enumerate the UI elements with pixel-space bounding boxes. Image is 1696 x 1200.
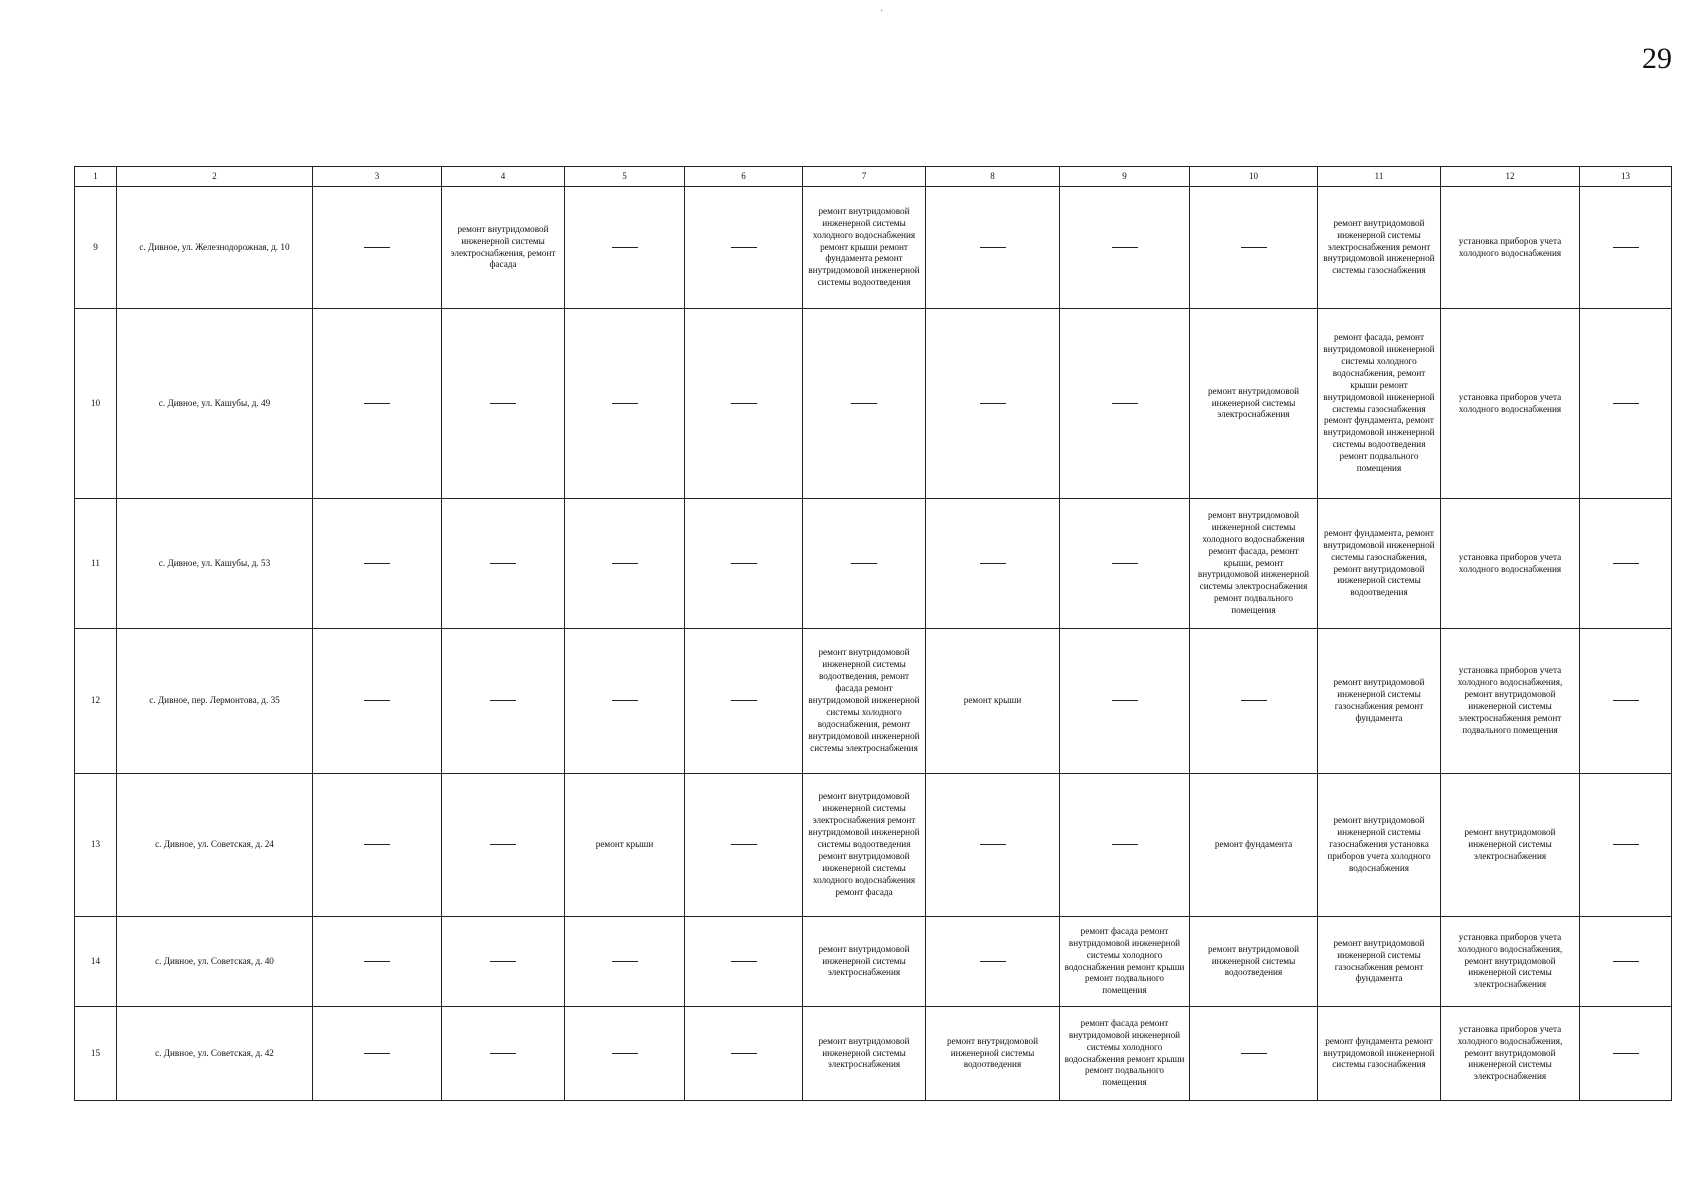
work-description: ремонт крыши xyxy=(963,695,1022,706)
table-row xyxy=(75,309,1672,499)
work-description: ремонт внутридомовой инженерной системы электроснабжения xyxy=(1207,385,1300,420)
work-description: установка приборов учета холодного водоснабжения, ремонт внутридомовой инженерной системы электроснабжения xyxy=(1457,1023,1563,1082)
empty-cell xyxy=(926,499,1060,629)
work-cell xyxy=(1318,629,1441,774)
empty-cell xyxy=(685,774,803,917)
dash-mark xyxy=(731,563,757,564)
work-cell xyxy=(1318,309,1441,499)
dash-mark xyxy=(1241,700,1267,701)
column-number-row xyxy=(75,167,1672,187)
page-number: 29 xyxy=(1642,42,1672,75)
empty-cell xyxy=(442,629,565,774)
dash-mark xyxy=(980,403,1006,404)
empty-cell xyxy=(803,499,926,629)
dash-mark xyxy=(490,403,516,404)
column-header: 5 xyxy=(565,167,685,187)
work-description: ремонт внутридомовой инженерной системы газоснабжения ремонт фундамента xyxy=(1333,937,1425,984)
empty-cell xyxy=(313,629,442,774)
empty-cell xyxy=(803,309,926,499)
empty-cell xyxy=(685,1007,803,1101)
dash-mark xyxy=(490,563,516,564)
dash-mark xyxy=(490,700,516,701)
row-number: 11 xyxy=(75,499,117,629)
address-cell: с. Дивное, ул. Кашубы, д. 53 xyxy=(117,499,313,629)
column-header: 1 xyxy=(75,167,117,187)
dash-mark xyxy=(851,563,877,564)
work-cell xyxy=(1060,917,1190,1007)
empty-cell xyxy=(1060,629,1190,774)
work-cell xyxy=(1441,309,1580,499)
column-header: 10 xyxy=(1190,167,1318,187)
empty-cell xyxy=(565,309,685,499)
work-cell xyxy=(1441,774,1580,917)
address-cell: с. Дивное, ул. Советская, д. 24 xyxy=(117,774,313,917)
scan-mark: · xyxy=(880,6,884,17)
row-number: 15 xyxy=(75,1007,117,1101)
dash-mark xyxy=(980,247,1006,248)
dash-mark xyxy=(731,844,757,845)
dash-mark xyxy=(364,844,390,845)
work-cell xyxy=(803,629,926,774)
empty-cell xyxy=(313,309,442,499)
column-header: 9 xyxy=(1060,167,1190,187)
work-cell xyxy=(1190,917,1318,1007)
dash-mark xyxy=(612,961,638,962)
empty-cell xyxy=(442,774,565,917)
work-description: ремонт внутридомовой инженерной системы холодного водоснабжения ремонт крыши ремонт фундамента ремонт внутридомовой инженерной системы водоотведения xyxy=(808,205,920,288)
empty-cell xyxy=(313,774,442,917)
dash-mark xyxy=(1613,700,1639,701)
empty-cell xyxy=(442,309,565,499)
address-cell: с. Дивное, ул. Советская, д. 40 xyxy=(117,917,313,1007)
work-description: ремонт внутридомовой инженерной системы водоотведения, ремонт фасада ремонт внутридомовой инженерной системы холодного водоснабжения, ремонт внутридомовой инженерной системы электроснабжения xyxy=(808,647,920,753)
work-cell xyxy=(1318,187,1441,309)
empty-cell xyxy=(1580,917,1672,1007)
empty-cell xyxy=(1580,187,1672,309)
work-cell xyxy=(1190,774,1318,917)
empty-cell xyxy=(1190,629,1318,774)
dash-mark xyxy=(490,961,516,962)
work-cell xyxy=(926,629,1060,774)
table-row xyxy=(75,187,1672,309)
dash-mark xyxy=(1613,844,1639,845)
row-number: 10 xyxy=(75,309,117,499)
row-number: 12 xyxy=(75,629,117,774)
empty-cell xyxy=(926,309,1060,499)
work-description: ремонт внутридомовой инженерной системы электроснабжения ремонт внутридомовой инженерной системы газоснабжения xyxy=(1323,217,1435,276)
empty-cell xyxy=(1060,187,1190,309)
table-row xyxy=(75,499,1672,629)
empty-cell xyxy=(1060,499,1190,629)
empty-cell xyxy=(565,1007,685,1101)
empty-cell xyxy=(313,499,442,629)
empty-cell xyxy=(313,917,442,1007)
dash-mark xyxy=(851,403,877,404)
empty-cell xyxy=(926,917,1060,1007)
dash-mark xyxy=(364,961,390,962)
column-header: 3 xyxy=(313,167,442,187)
work-description: ремонт внутридомовой инженерной системы электроснабжения xyxy=(818,943,910,978)
dash-mark xyxy=(612,563,638,564)
address-cell: с. Дивное, пер. Лермонтова, д. 35 xyxy=(117,629,313,774)
empty-cell xyxy=(926,774,1060,917)
empty-cell xyxy=(685,629,803,774)
column-header: 11 xyxy=(1318,167,1441,187)
address-cell: с. Дивное, ул. Советская, д. 42 xyxy=(117,1007,313,1101)
dash-mark xyxy=(364,563,390,564)
dash-mark xyxy=(612,247,638,248)
dash-mark xyxy=(612,403,638,404)
work-description: установка приборов учета холодного водоснабжения xyxy=(1458,551,1562,574)
work-cell xyxy=(1441,499,1580,629)
work-cell xyxy=(1190,309,1318,499)
dash-mark xyxy=(1613,403,1639,404)
work-cell xyxy=(803,1007,926,1101)
table-row xyxy=(75,917,1672,1007)
dash-mark xyxy=(1613,1053,1639,1054)
column-header: 12 xyxy=(1441,167,1580,187)
dash-mark xyxy=(490,844,516,845)
work-cell xyxy=(1441,917,1580,1007)
work-description: ремонт внутридомовой инженерной системы электроснабжения ремонт внутридомовой инженерной системы водоотведения ремонт внутридомовой инженерной системы холодного водоснабжения ремонт фасада xyxy=(808,791,920,897)
work-cell xyxy=(1318,774,1441,917)
empty-cell xyxy=(442,499,565,629)
empty-cell xyxy=(685,309,803,499)
work-description: ремонт внутридомовой инженерной системы электроснабжения xyxy=(818,1035,910,1070)
empty-cell xyxy=(442,917,565,1007)
empty-cell xyxy=(1580,499,1672,629)
work-cell xyxy=(1441,187,1580,309)
work-description: ремонт крыши xyxy=(595,839,654,850)
empty-cell xyxy=(1190,187,1318,309)
dash-mark xyxy=(731,403,757,404)
work-description: установка приборов учета холодного водоснабжения, ремонт внутридомовой инженерной системы электроснабжения xyxy=(1457,931,1563,990)
dash-mark xyxy=(1613,247,1639,248)
work-cell xyxy=(1441,629,1580,774)
work-cell xyxy=(1060,1007,1190,1101)
column-header: 13 xyxy=(1580,167,1672,187)
empty-cell xyxy=(685,917,803,1007)
work-cell xyxy=(1190,499,1318,629)
empty-cell xyxy=(1060,309,1190,499)
column-header: 6 xyxy=(685,167,803,187)
work-description: ремонт внутридомовой инженерной системы холодного водоснабжения ремонт фасада, ремонт крыши, ремонт внутридомовой инженерной системы электроснабжения ремонт подвального помещения xyxy=(1197,509,1310,616)
dash-mark xyxy=(364,1053,390,1054)
work-description: установка приборов учета холодного водоснабжения xyxy=(1458,235,1562,258)
empty-cell xyxy=(565,499,685,629)
work-description: ремонт внутридомовой инженерной системы газоснабжения установка приборов учета холодного водоснабжения xyxy=(1327,815,1431,873)
dash-mark xyxy=(1613,961,1639,962)
dash-mark xyxy=(1112,247,1138,248)
dash-mark xyxy=(1241,1053,1267,1054)
work-description: ремонт внутридомовой инженерной системы электроснабжения, ремонт фасада xyxy=(450,223,556,270)
work-description: ремонт фасада ремонт внутридомовой инженерной системы холодного водоснабжения ремонт крыши ремонт подвального помещения xyxy=(1064,1017,1185,1088)
dash-mark xyxy=(490,1053,516,1054)
empty-cell xyxy=(565,187,685,309)
work-description: ремонт внутридомовой инженерной системы водоотведения xyxy=(1207,943,1300,978)
table-row xyxy=(75,774,1672,917)
row-number: 14 xyxy=(75,917,117,1007)
work-description: ремонт фасада ремонт внутридомовой инженерной системы холодного водоснабжения ремонт крыши ремонт подвального помещения xyxy=(1064,925,1185,996)
work-cell xyxy=(1318,1007,1441,1101)
work-description: установка приборов учета холодного водоснабжения, ремонт внутридомовой инженерной системы электроснабжения ремонт подвального помещения xyxy=(1457,665,1563,735)
column-header: 7 xyxy=(803,167,926,187)
dash-mark xyxy=(980,563,1006,564)
empty-cell xyxy=(1580,629,1672,774)
work-cell xyxy=(565,774,685,917)
work-cell xyxy=(926,1007,1060,1101)
row-number: 13 xyxy=(75,774,117,917)
dash-mark xyxy=(1112,403,1138,404)
column-header: 8 xyxy=(926,167,1060,187)
dash-mark xyxy=(364,700,390,701)
dash-mark xyxy=(1112,563,1138,564)
empty-cell xyxy=(313,1007,442,1101)
address-cell: с. Дивное, ул. Железнодорожная, д. 10 xyxy=(117,187,313,309)
empty-cell xyxy=(313,187,442,309)
empty-cell xyxy=(1580,309,1672,499)
empty-cell xyxy=(565,629,685,774)
table-row xyxy=(75,629,1672,774)
work-description: ремонт внутридомовой инженерной системы газоснабжения ремонт фундамента xyxy=(1333,677,1425,723)
work-description: ремонт фундамента, ремонт внутридомовой инженерной системы газоснабжения, ремонт внутридомовой инженерной системы водоотведения xyxy=(1323,527,1435,598)
empty-cell xyxy=(1190,1007,1318,1101)
work-description: ремонт внутридомовой инженерной системы электроснабжения xyxy=(1464,827,1556,861)
empty-cell xyxy=(685,499,803,629)
work-cell xyxy=(803,187,926,309)
empty-cell xyxy=(1580,774,1672,917)
empty-cell xyxy=(442,1007,565,1101)
work-description: ремонт фундамента ремонт внутридомовой инженерной системы газоснабжения xyxy=(1323,1035,1435,1070)
empty-cell xyxy=(1060,774,1190,917)
work-description: ремонт фасада, ремонт внутридомовой инженерной системы холодного водоснабжения, ремонт крыши ремонт внутридомовой инженерной системы газоснабжения ремонт фундамента, ремонт внутридомовой инженерной системы водоотведения ремонт подвального помещения xyxy=(1323,331,1435,474)
dash-mark xyxy=(364,403,390,404)
work-description: ремонт фундамента xyxy=(1214,839,1293,850)
dash-mark xyxy=(980,844,1006,845)
dash-mark xyxy=(731,247,757,248)
repair-schedule-table xyxy=(74,166,1672,1101)
work-cell xyxy=(803,774,926,917)
dash-mark xyxy=(612,1053,638,1054)
work-cell xyxy=(1441,1007,1580,1101)
empty-cell xyxy=(565,917,685,1007)
column-header: 2 xyxy=(117,167,313,187)
empty-cell xyxy=(685,187,803,309)
work-cell xyxy=(442,187,565,309)
work-cell xyxy=(1318,499,1441,629)
work-cell xyxy=(803,917,926,1007)
dash-mark xyxy=(612,700,638,701)
dash-mark xyxy=(731,961,757,962)
dash-mark xyxy=(1112,700,1138,701)
empty-cell xyxy=(926,187,1060,309)
dash-mark xyxy=(731,700,757,701)
empty-cell xyxy=(1580,1007,1672,1101)
work-description: установка приборов учета холодного водоснабжения xyxy=(1458,391,1562,414)
row-number: 9 xyxy=(75,187,117,309)
dash-mark xyxy=(1112,844,1138,845)
dash-mark xyxy=(1613,563,1639,564)
work-description: ремонт внутридомовой инженерной системы водоотведения xyxy=(946,1035,1039,1070)
address-cell: с. Дивное, ул. Кашубы, д. 49 xyxy=(117,309,313,499)
table-body xyxy=(75,187,1672,1101)
dash-mark xyxy=(731,1053,757,1054)
column-header: 4 xyxy=(442,167,565,187)
dash-mark xyxy=(1241,247,1267,248)
dash-mark xyxy=(980,961,1006,962)
dash-mark xyxy=(364,247,390,248)
work-cell xyxy=(1318,917,1441,1007)
table-row xyxy=(75,1007,1672,1101)
